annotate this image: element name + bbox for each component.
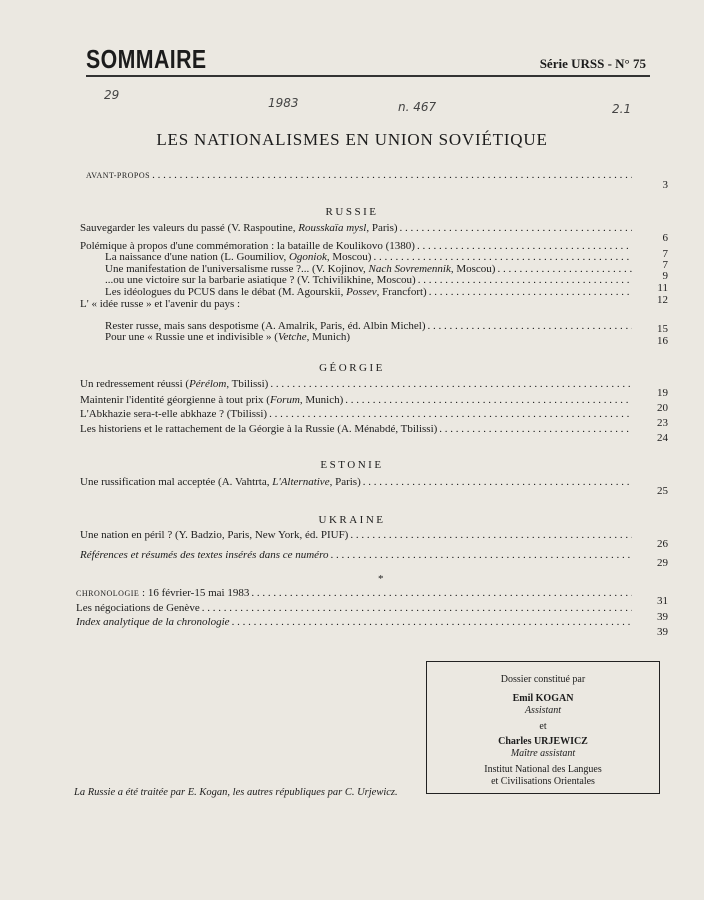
page-number: 20	[657, 402, 668, 414]
page-number: 7	[662, 259, 668, 271]
box-intro: Dossier constitué par	[500, 674, 586, 685]
institution-line-2: et Civilisations Orientales	[491, 776, 595, 787]
toc-entry: Un redressement réussi (Pérélom, Tbilissi) . . .	[80, 378, 634, 390]
page-number: 3	[662, 179, 668, 191]
page-number: 31	[657, 595, 668, 607]
page-number: 6	[662, 232, 668, 244]
toc-entry: Polémique à propos d'une commémoration : la bataille de Koulikovo (1380) . . .	[80, 240, 634, 252]
toc-entry: Index analytique de la chronologie . . .	[76, 616, 634, 628]
page-number: 7	[662, 248, 668, 260]
separator-star: *	[378, 573, 384, 585]
toc-entry: Références et résumés des textes insérés dans ce numéro . . .	[80, 549, 634, 561]
author-role-1: Assistant	[524, 705, 562, 716]
toc-entry: Les idéologues du PCUS dans le débat (M. Agourskii, Possev, Francfort) . . .	[105, 286, 634, 298]
section-heading-ukraine: UKRAINE	[318, 514, 386, 526]
toc-entry: Pour une « Russie une et indivisible » (Vetche, Munich)	[105, 331, 351, 343]
page-number: 29	[657, 557, 668, 569]
main-title: LES NATIONALISMES EN UNION SOVIÉTIQUE	[156, 130, 548, 149]
footer-note: La Russie a été traitée par E. Kogan, les autres républiques par C. Urjewicz.	[74, 787, 398, 798]
page-number: 26	[657, 538, 668, 550]
toc-entry: Maintenir l'identité géorgienne à tout prix (Forum, Munich) . . .	[80, 394, 634, 406]
toc-entry: Une russification mal acceptée (A. Vahtrta, L'Alternative, Paris) . . .	[80, 476, 634, 488]
page-number: 24	[657, 432, 668, 444]
page-number: 25	[657, 485, 668, 497]
page-number: 9	[662, 270, 668, 282]
sommaire-title: SOMMAIRE	[86, 44, 207, 74]
page-number: 19	[657, 387, 668, 399]
handwritten-number: n. 467	[398, 100, 437, 114]
toc-entry: L'Abkhazie sera-t-elle abkhaze ? (Tbilissi) . . .	[80, 408, 634, 420]
toc-entry-avant-propos	[86, 169, 634, 181]
section-heading-estonie: ESTONIE	[320, 459, 384, 471]
page-number: 39	[657, 626, 668, 638]
author-name-2: Charles URJEWICZ	[498, 736, 588, 747]
toc-entry: ...ou une victoire sur la barbarie asiatique ? (V. Tchivilikhine, Moscou) . . .	[105, 274, 634, 286]
toc-entry: Rester russe, mais sans despotisme (A. Amalrik, Paris, éd. Albin Michel) . . .	[105, 320, 634, 332]
series-label: Série URSS - N° 75	[539, 56, 646, 71]
toc-entry: Les négociations de Genève . . .	[76, 602, 634, 614]
page-number: 16	[657, 335, 668, 347]
handwritten-note-left: 29	[104, 88, 120, 102]
toc-entry: Une nation en péril ? (Y. Badzio, Paris, New York, éd. PIUF) . . .	[80, 529, 634, 541]
page-number: 15	[657, 323, 668, 335]
page-number: 23	[657, 417, 668, 429]
page-number: 39	[657, 611, 668, 623]
handwritten-note-right: 2.1	[612, 102, 632, 116]
toc-entry: La naissance d'une nation (L. Goumiliov, Ogoniok, Moscou) . . .	[105, 251, 634, 263]
handwritten-year: 1983	[268, 96, 299, 110]
page-number: 12	[657, 294, 668, 306]
section-heading-georgie: GÉORGIE	[319, 362, 385, 374]
avant-propos-label: AVANT-PROPOS	[86, 171, 151, 180]
box-and: et	[539, 721, 547, 732]
section-heading-russie: RUSSIE	[325, 206, 379, 218]
author-role-2: Maître assistant	[510, 748, 576, 759]
toc-entry: L' « idée russe » et l'avenir du pays :	[80, 298, 241, 310]
toc-entry: Sauvegarder les valeurs du passé (V. Raspoutine, Rousskaïa mysl, Paris) . . .	[80, 222, 634, 234]
toc-entry: Les historiens et le rattachement de la Géorgie à la Russie (A. Ménabdé, Tbilissi) . . .	[80, 423, 634, 435]
toc-entry: Une manifestation de l'universalisme russe ?... (V. Kojinov, Nach Sovremennik, Moscou) . . .	[105, 263, 634, 275]
authors-box	[426, 661, 660, 794]
page-number: 11	[657, 282, 668, 294]
toc-entry-chronologie: CHRONOLOGIE : 16 février-15 mai 1983 . . .	[76, 587, 634, 599]
author-name-1: Emil KOGAN	[512, 693, 574, 704]
institution-line-1: Institut National des Langues	[484, 764, 602, 775]
